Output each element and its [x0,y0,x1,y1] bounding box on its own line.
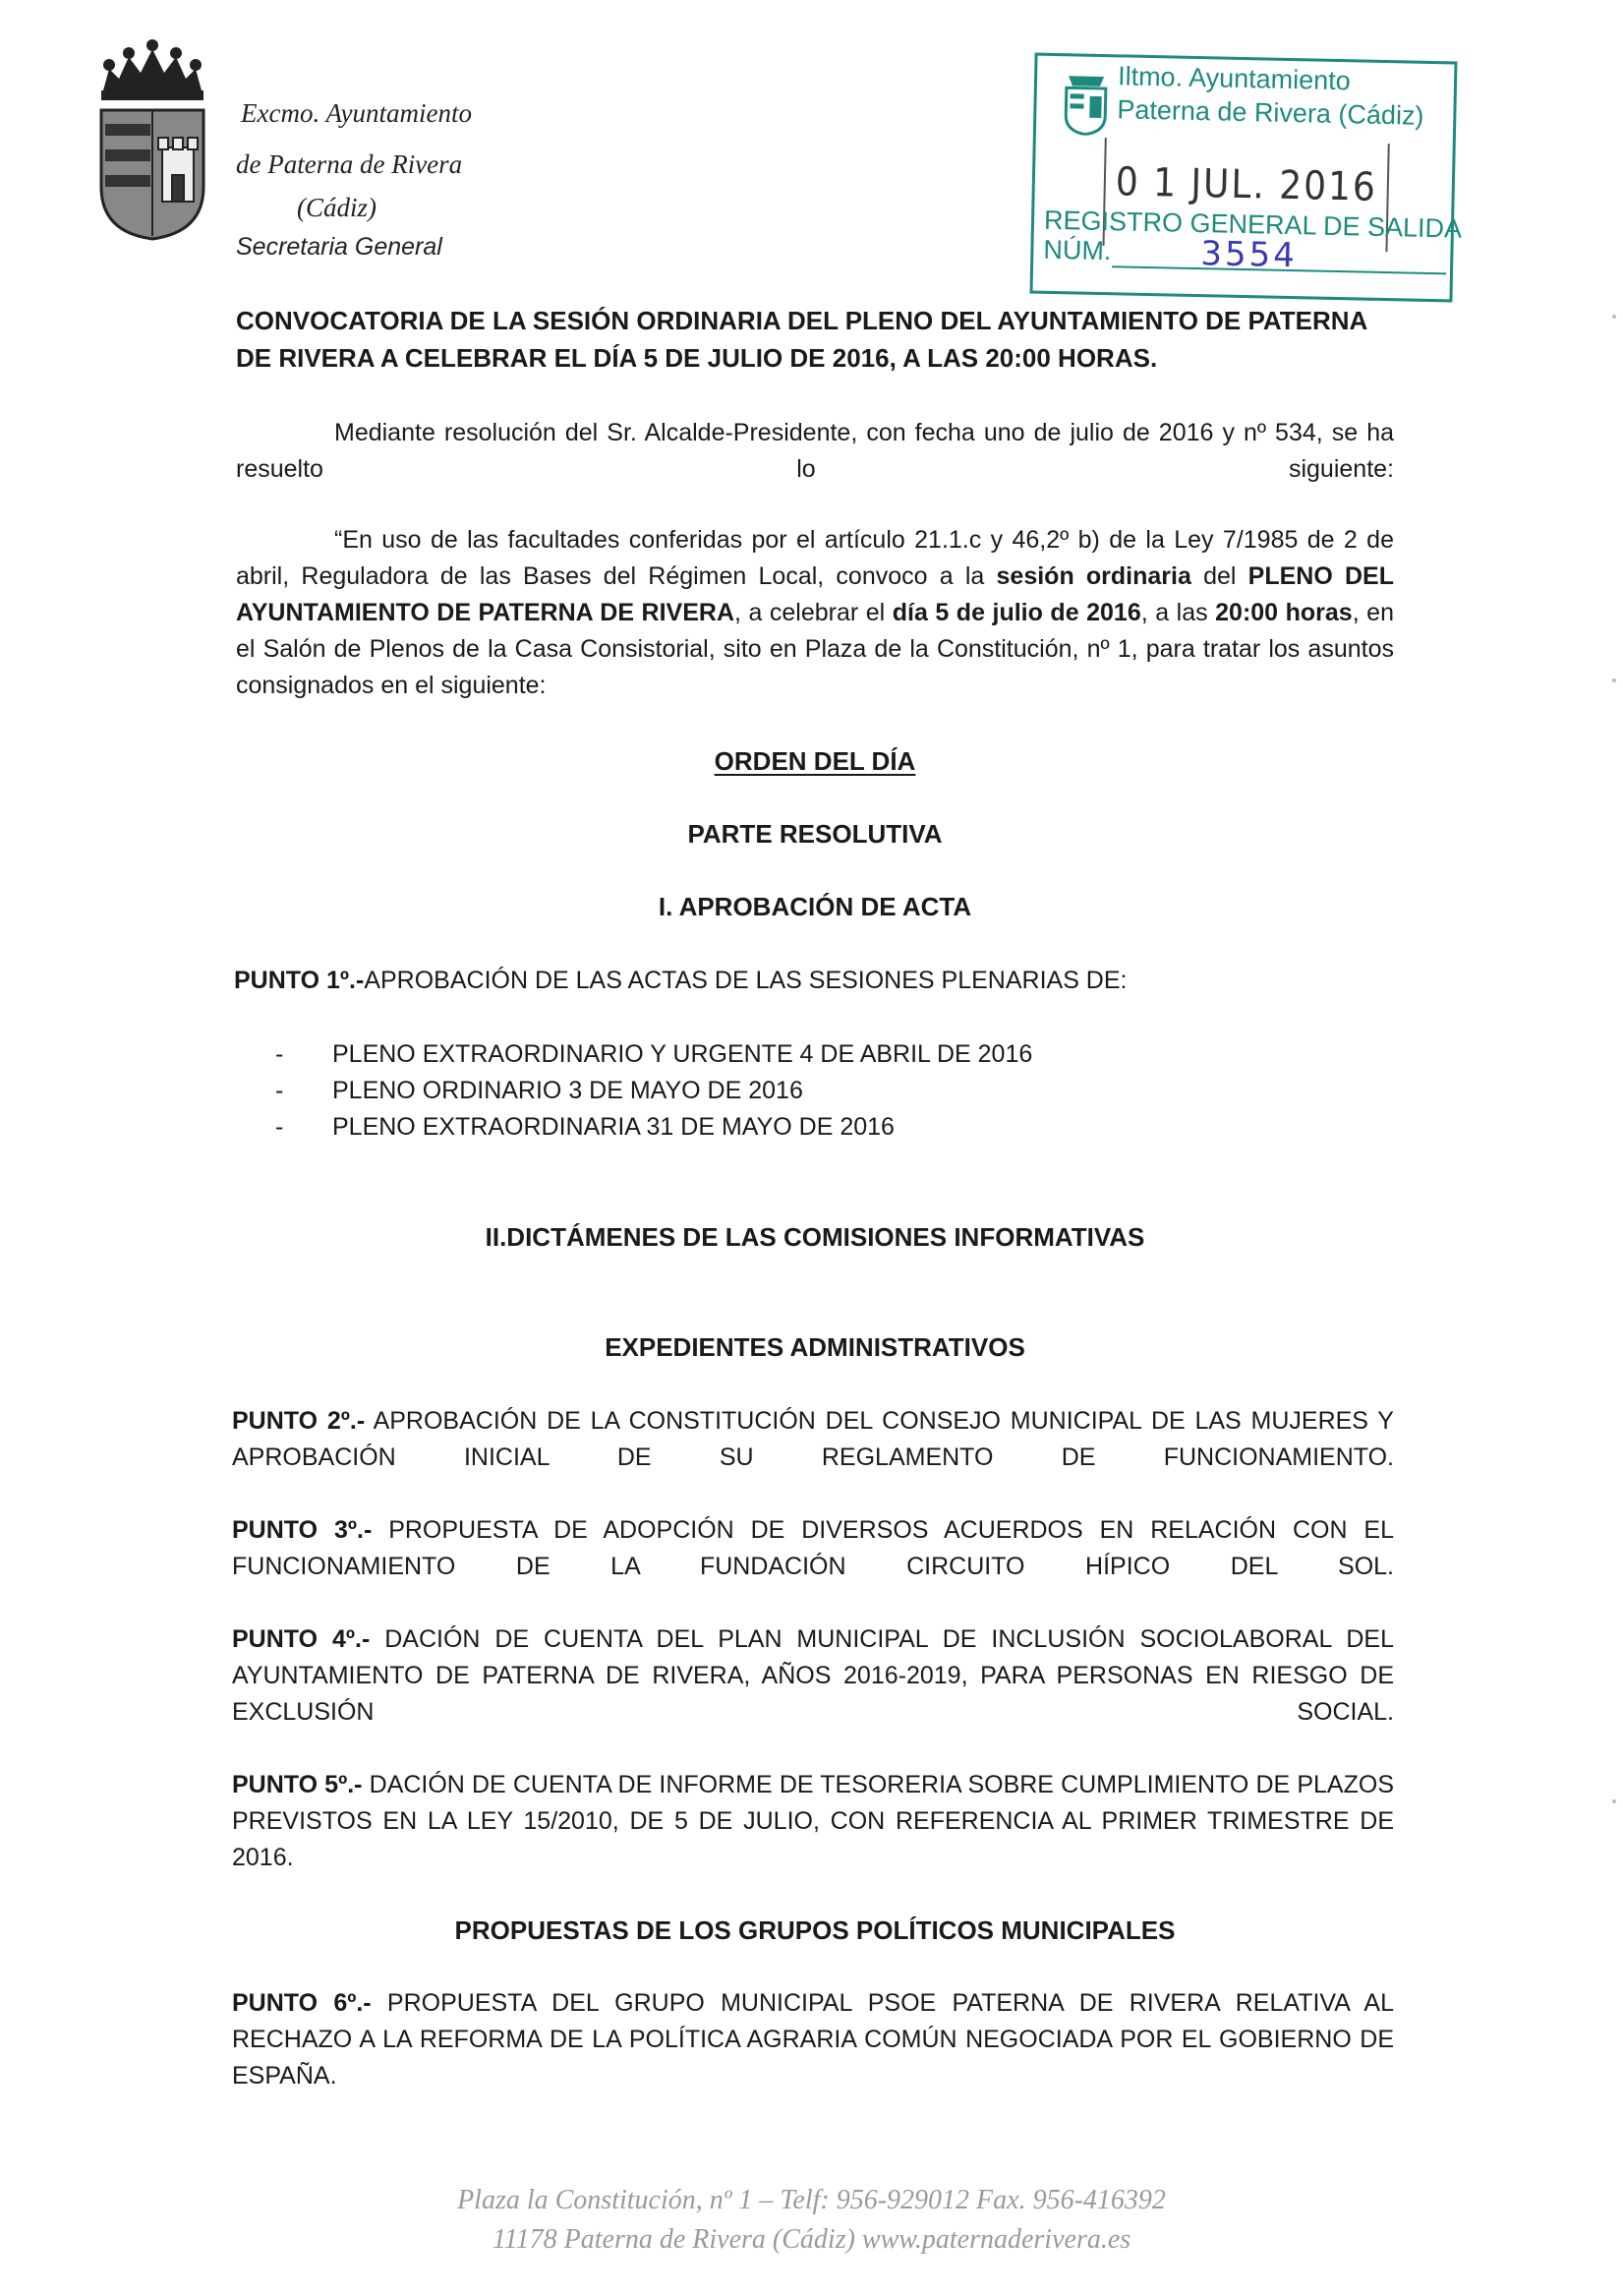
propuestas-heading: PROPUESTAS DE LOS GRUPOS POLÍTICOS MUNICIPALES [454,1915,1176,1945]
orden-del-dia-text: ORDEN DEL DÍA [714,746,916,776]
stamp-shield-icon [1064,74,1108,136]
quote-text-f: día 5 de julio de 2016 [892,599,1141,626]
punto-1 [234,963,1396,999]
quote-text-d: PLENO DEL AYUNTAMIENTO DE PATERNA DE RIVERA [236,562,1394,626]
punto-1-text: APROBACIÓN DE LAS ACTAS DE LAS SESIONES PLENARIAS DE: [364,967,1128,994]
org-name-line1: Excmo. Ayuntamiento [241,98,472,128]
expedientes-heading: EXPEDIENTES ADMINISTRATIVOS [605,1332,1025,1362]
acta-item-1: - PLENO EXTRAORDINARIO Y URGENTE 4 DE ABRIL DE 2016 [275,1040,1033,1068]
stamp-line3: REGISTRO GENERAL DE SALIDA [1043,205,1463,244]
department-label: Secretaria General [236,233,442,261]
quote-text-e: , a celebrar el [734,599,893,626]
punto-2-label: PUNTO 2º.- [232,1407,366,1435]
resolution-paragraph [236,522,1394,704]
stamp-line2: Paterna de Rivera (Cádiz) [1117,94,1424,131]
punto-2 [232,1403,1394,1476]
punto-4 [232,1621,1394,1731]
scan-mark [1612,1799,1616,1803]
punto-5 [232,1767,1394,1876]
punto-4-label: PUNTO 4º.- [232,1625,371,1653]
section1-heading: I. APROBACIÓN DE ACTA [658,892,972,921]
org-name-line3: (Cádiz) [297,193,377,222]
scan-mark [1612,315,1616,319]
document-title: CONVOCATORIA DE LA SESIÓN ORDINARIA DEL PLENO DEL AYUNTAMIENTO DE PATERNA DE RIVERA A CELEBRAR EL DÍA 5 DE JULIO DE 2016, A LAS 20:00 HORAS. [236,306,1367,373]
quote-text-a: “En uso de las facultades conferidas por el artículo 21.1.c y 46,2º b) de la Ley 7/1985 de 2 de abril, Reguladora de las Bases del Régimen Local, convoco a la [236,526,1394,590]
intro-text: Mediante resolución del Sr. Alcalde-Presidente, con fecha uno de julio de 2016 y nº 534, se ha resuelto lo siguiente: [236,419,1394,483]
quote-text-b: sesión ordinaria [996,562,1191,590]
punto-6 [232,1985,1394,2094]
punto-5-label: PUNTO 5º.- [232,1771,363,1798]
acta-item-text: PLENO EXTRAORDINARIO Y URGENTE 4 DE ABRIL DE 2016 [332,1040,1033,1068]
footer-address: Plaza la Constitución, nº 1 – Telf: 956-929012 Fax. 956-416392 [457,2185,1166,2215]
quote-text-g: , a las [1140,599,1216,626]
stamp-date: 0 1 JUL. 2016 [1115,159,1378,210]
punto-6-label: PUNTO 6º.- [232,1989,372,2017]
acta-item-2: - PLENO ORDINARIO 3 DE MAYO DE 2016 [275,1077,803,1104]
section2-heading: II.DICTÁMENES DE LAS COMISIONES INFORMATIVAS [485,1222,1145,1252]
coat-of-arms [93,39,211,241]
punto-2-text: APROBACIÓN DE LA CONSTITUCIÓN DEL CONSEJO MUNICIPAL DE LAS MUJERES Y APROBACIÓN INICIAL DE SU REGLAMENTO DE FUNCIONAMIENTO. [232,1407,1394,1471]
punto-3 [232,1512,1394,1585]
acta-item-3: - PLENO EXTRAORDINARIA 31 DE MAYO DE 2016 [275,1113,895,1141]
punto-4-text: DACIÓN DE CUENTA DEL PLAN MUNICIPAL DE INCLUSIÓN SOCIOLABORAL DEL AYUNTAMIENTO DE PATERNA DE RIVERA, AÑOS 2016-2019, PARA PERSONAS EN RIESGO DE EXCLUSIÓN SOCIAL. [232,1625,1394,1726]
stamp-num-label: NÚM. [1043,234,1112,266]
scan-mark [1612,678,1616,682]
punto-5-text: DACIÓN DE CUENTA DE INFORME DE TESORERIA SOBRE CUMPLIMIENTO DE PLAZOS PREVISTOS EN LA LEY 15/2010, DE 5 DE JULIO, CON REFERENCIA AL PRIMER TRIMESTRE DE 2016. [232,1771,1394,1871]
acta-item-text: PLENO EXTRAORDINARIA 31 DE MAYO DE 2016 [332,1113,895,1141]
quote-text-c: del [1190,562,1248,590]
orden-del-dia-heading [236,743,1394,780]
punto-3-text: PROPUESTA DE ADOPCIÓN DE DIVERSOS ACUERDOS EN RELACIÓN CON EL FUNCIONAMIENTO DE LA FUNDACIÓN CIRCUITO HÍPICO DEL SOL. [232,1516,1394,1580]
stamp-number: 3554 [1199,234,1299,276]
punto-3-label: PUNTO 3º.- [232,1516,373,1544]
org-name-line2: de Paterna de Rivera [236,149,463,179]
stamp-line1: Iltmo. Ayuntamiento [1117,61,1352,96]
acta-item-text: PLENO ORDINARIO 3 DE MAYO DE 2016 [332,1077,803,1104]
quote-text-h: 20:00 horas [1215,599,1353,626]
footer-city-web: 11178 Paterna de Rivera (Cádiz) www.paternaderivera.es [492,2224,1131,2255]
quote-text-i: , en el Salón de Plenos de la Casa Consistorial, sito en Plaza de la Constitución, nº 1, para tratar los asuntos consignados en el siguiente: [236,599,1394,699]
intro-paragraph [236,415,1394,488]
parte-resolutiva-heading: PARTE RESOLUTIVA [687,819,943,849]
punto-6-text: PROPUESTA DEL GRUPO MUNICIPAL PSOE PATERNA DE RIVERA RELATIVA AL RECHAZO A LA REFORMA DE LA POLÍTICA AGRARIA COMÚN NEGOCIADA POR EL GOBIERNO DE ESPAÑA. [232,1989,1394,2090]
punto-1-label: PUNTO 1º.- [234,967,365,994]
registry-stamp [1029,53,1463,303]
